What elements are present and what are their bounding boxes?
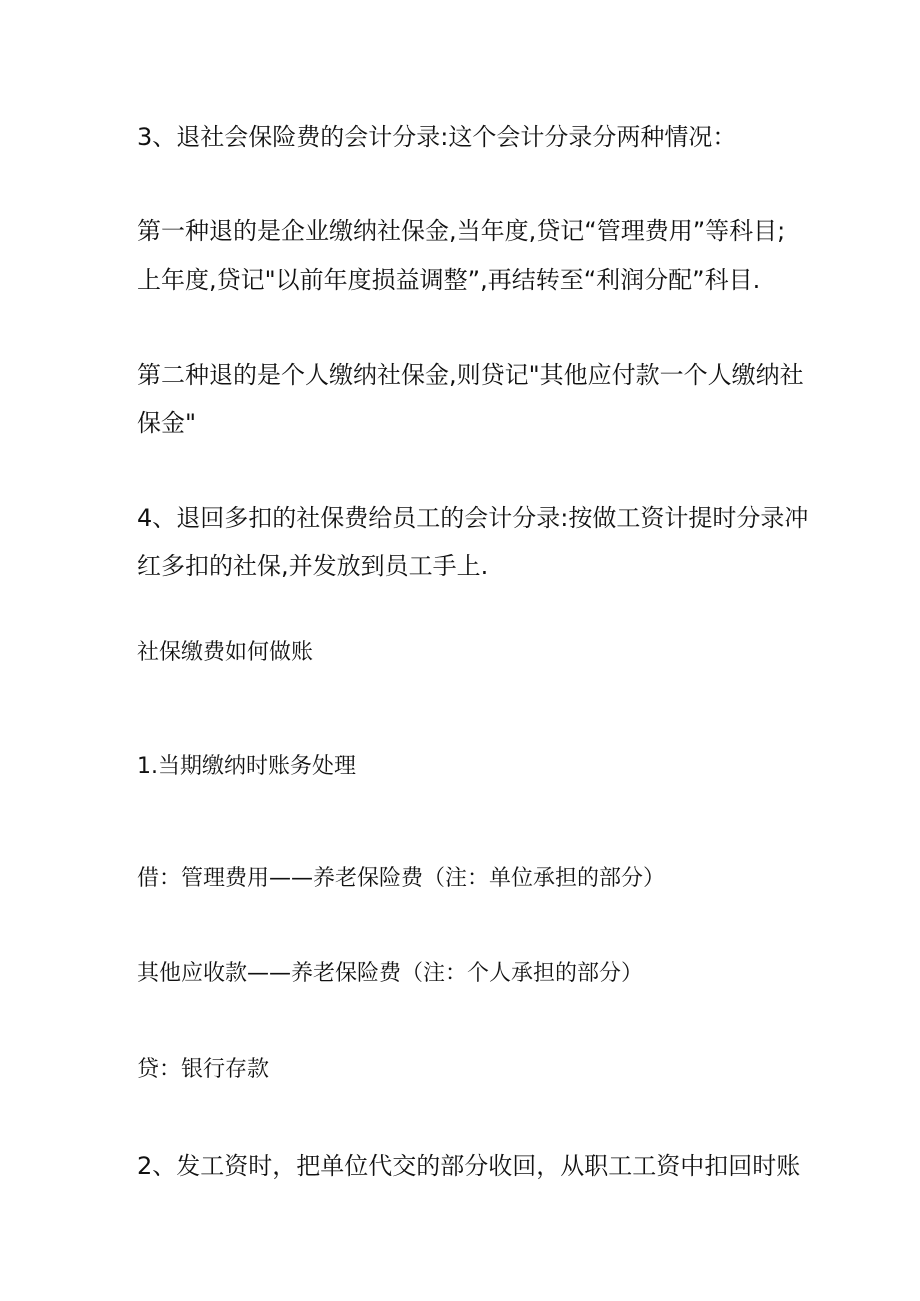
paragraph-refund-intro: 3、退社会保险费的会计分录:这个会计分录分两种情况：	[137, 123, 737, 151]
entry-credit-bank-deposit: 贷：银行存款	[137, 1057, 270, 1082]
paragraph-current-payment: 1.当期缴纳时账务处理	[137, 754, 356, 779]
paragraph-payroll: 2、发工资时，把单位代交的部分收回，从职工工资中扣回时账	[137, 1152, 801, 1180]
paragraph-company-refund-line2: 上年度,贷记"以前年度损益调整”,再结转至“利润分配”科目.	[137, 266, 761, 294]
paragraph-company-refund-line1: 第一种退的是企业缴纳社保金,当年度,贷记“管理费用”等科目;	[137, 217, 786, 245]
entry-debit-admin-expense: 借：管理费用——养老保险费（注：单位承担的部分）	[137, 866, 666, 891]
paragraph-personal-refund-line1: 第二种退的是个人缴纳社保金,则贷记"其他应付款一个人缴纳社	[137, 361, 804, 389]
section-heading: 社保缴费如何做账	[137, 640, 314, 665]
paragraph-personal-refund-line2: 保金"	[137, 409, 197, 437]
paragraph-overdeduct-line2: 红多扣的社保,并发放到员工手上.	[137, 552, 489, 580]
paragraph-overdeduct-line1: 4、退回多扣的社保费给员工的会计分录:按做工资计提时分录冲	[137, 504, 809, 532]
entry-other-receivable: 其他应收款——养老保险费（注：个人承担的部分）	[137, 961, 644, 986]
